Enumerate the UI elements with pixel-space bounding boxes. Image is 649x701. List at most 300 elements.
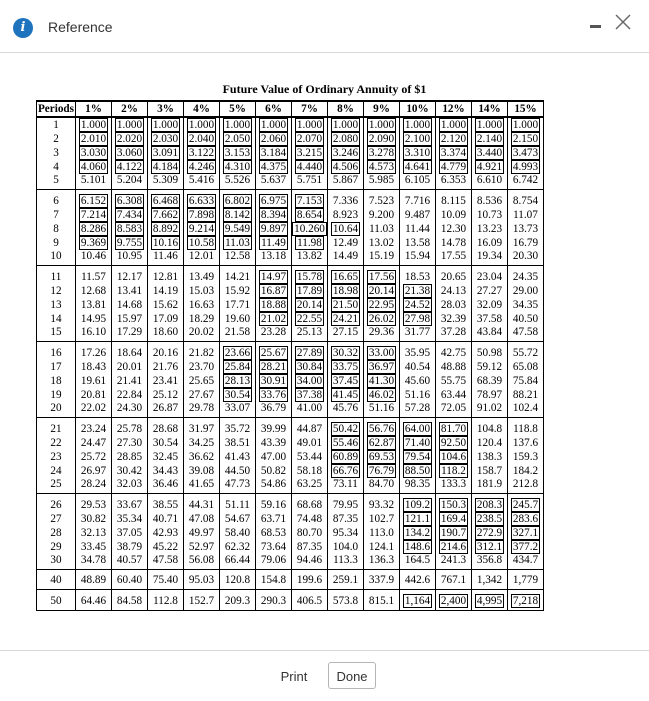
factor-cell: 16.10 — [76, 326, 112, 342]
factor-cell — [328, 436, 364, 450]
period-cell: 19 — [37, 388, 76, 402]
column-header-rate: 7% — [292, 101, 328, 117]
factor-cell — [400, 540, 436, 554]
factor-cell — [256, 190, 292, 209]
factor-cell — [472, 132, 508, 146]
factor-cell — [436, 526, 472, 540]
factor-cell — [148, 222, 184, 236]
factor-value: 30.91 — [260, 375, 287, 387]
factor-value: 1.000 — [332, 119, 359, 131]
factor-cell: 290.3 — [256, 590, 292, 611]
period-cell: 3 — [37, 146, 76, 160]
factor-cell — [328, 374, 364, 388]
factor-cell: 19.61 — [76, 374, 112, 388]
factor-value: 327.1 — [512, 527, 539, 539]
factor-cell — [148, 190, 184, 209]
factor-cell: 45.76 — [328, 402, 364, 418]
factor-cell — [364, 464, 400, 478]
table-row — [37, 570, 544, 590]
factor-cell — [364, 436, 400, 450]
factor-value: 60.89 — [332, 451, 359, 463]
factor-cell: 21.41 — [112, 374, 148, 388]
factor-cell: 137.6 — [508, 436, 544, 450]
factor-cell: 80.70 — [292, 526, 328, 540]
factor-value: 1.000 — [116, 119, 143, 131]
factor-cell: 95.03 — [184, 570, 220, 590]
done-button[interactable]: Done — [328, 662, 376, 689]
factor-value: 4.921 — [476, 161, 503, 173]
factor-value: 21.38 — [404, 285, 431, 297]
factor-value: 11.03 — [225, 237, 250, 249]
factor-cell: 17.29 — [112, 326, 148, 342]
factor-cell — [256, 146, 292, 160]
factor-cell: 55.75 — [436, 374, 472, 388]
factor-cell: 91.02 — [472, 402, 508, 418]
period-cell: 25 — [37, 478, 76, 494]
factor-cell: 23.04 — [472, 266, 508, 285]
factor-cell: 39.08 — [184, 464, 220, 478]
factor-cell: 54.86 — [256, 478, 292, 494]
factor-cell: 49.01 — [292, 436, 328, 450]
table-row — [37, 540, 544, 554]
factor-cell — [220, 360, 256, 374]
print-button[interactable]: Print — [273, 662, 315, 689]
factor-cell: 19.60 — [220, 312, 256, 326]
factor-value: 4.184 — [152, 161, 179, 173]
factor-cell — [328, 160, 364, 174]
table-row — [37, 190, 544, 209]
factor-cell — [256, 160, 292, 174]
factor-cell: 35.34 — [112, 512, 148, 526]
factor-cell: 40.54 — [400, 360, 436, 374]
factor-value: 272.9 — [476, 527, 503, 539]
factor-cell: 6.742 — [508, 174, 544, 190]
factor-cell — [364, 374, 400, 388]
factor-value: 2.020 — [116, 133, 143, 145]
factor-value: 1.000 — [296, 119, 323, 131]
factor-cell: 54.67 — [220, 512, 256, 526]
factor-value: 17.89 — [296, 285, 323, 297]
factor-cell — [472, 540, 508, 554]
factor-value: 26.02 — [368, 313, 395, 325]
factor-cell — [256, 284, 292, 298]
factor-cell — [364, 117, 400, 132]
factor-cell — [256, 132, 292, 146]
factor-cell: 88.21 — [508, 388, 544, 402]
factor-value: 1.000 — [404, 119, 431, 131]
factor-cell: 31.97 — [184, 418, 220, 437]
factor-cell — [400, 464, 436, 478]
factor-value: 4.310 — [224, 161, 251, 173]
factor-cell — [256, 117, 292, 132]
factor-value: 9.549 — [224, 223, 251, 235]
factor-cell: 34.78 — [76, 554, 112, 570]
factor-value: 21.02 — [260, 313, 287, 325]
factor-cell — [436, 418, 472, 437]
factor-cell: 20.65 — [436, 266, 472, 285]
period-cell: 12 — [37, 284, 76, 298]
factor-cell — [256, 360, 292, 374]
factor-value: 27.98 — [404, 313, 431, 325]
factor-cell: 13.58 — [400, 236, 436, 250]
column-header-rate: 8% — [328, 101, 364, 117]
factor-cell — [364, 450, 400, 464]
factor-cell: 31.77 — [400, 326, 436, 342]
factor-cell: 120.4 — [472, 436, 508, 450]
factor-cell — [184, 190, 220, 209]
factor-cell: 44.87 — [292, 418, 328, 437]
factor-cell: 12.58 — [220, 250, 256, 266]
factor-cell — [256, 388, 292, 402]
factor-cell: 24.13 — [436, 284, 472, 298]
factor-cell — [76, 236, 112, 250]
factor-cell: 15.62 — [148, 298, 184, 312]
factor-cell: 63.71 — [256, 512, 292, 526]
factor-cell — [76, 208, 112, 222]
factor-value: 79.54 — [404, 451, 431, 463]
factor-cell: 104.8 — [472, 418, 508, 437]
factor-value: 18.98 — [332, 285, 359, 297]
factor-cell: 102.4 — [508, 402, 544, 418]
close-icon[interactable] — [613, 12, 633, 32]
factor-cell — [400, 526, 436, 540]
column-header-periods: Periods — [37, 101, 76, 117]
factor-cell: 33.67 — [112, 494, 148, 513]
factor-cell — [148, 208, 184, 222]
factor-cell: 39.99 — [256, 418, 292, 437]
factor-cell: 767.1 — [436, 570, 472, 590]
factor-cell — [364, 298, 400, 312]
table-row — [37, 117, 544, 132]
factor-cell: 32.09 — [472, 298, 508, 312]
factor-cell: 27.15 — [328, 326, 364, 342]
factor-value: 24.52 — [404, 299, 431, 311]
factor-cell — [220, 117, 256, 132]
period-cell: 13 — [37, 298, 76, 312]
factor-value: 2.060 — [260, 133, 287, 145]
factor-cell: 18.53 — [400, 266, 436, 285]
factor-value: 7.662 — [152, 209, 179, 221]
factor-cell — [148, 236, 184, 250]
factor-cell: 17.09 — [148, 312, 184, 326]
factor-cell — [184, 208, 220, 222]
period-cell: 4 — [37, 160, 76, 174]
factor-cell: 51.16 — [364, 402, 400, 418]
table-row — [37, 222, 544, 236]
factor-cell: 37.58 — [472, 312, 508, 326]
factor-value: 6.308 — [116, 195, 143, 207]
factor-cell: 159.3 — [508, 450, 544, 464]
factor-value: 22.55 — [296, 313, 323, 325]
factor-cell — [328, 146, 364, 160]
factor-cell — [436, 590, 472, 611]
factor-cell — [220, 160, 256, 174]
factor-value: 109.2 — [404, 499, 431, 511]
factor-value: 7.898 — [188, 209, 215, 221]
factor-value: 2,400 — [440, 595, 467, 607]
factor-cell — [184, 132, 220, 146]
factor-value: 3.122 — [188, 147, 215, 159]
factor-value: 4.122 — [116, 161, 143, 173]
factor-cell: 84.58 — [112, 590, 148, 611]
period-cell: 18 — [37, 374, 76, 388]
factor-cell — [436, 464, 472, 478]
factor-value: 41.45 — [332, 389, 359, 401]
factor-cell: 52.97 — [184, 540, 220, 554]
column-header-rate: 6% — [256, 101, 292, 117]
table-row — [37, 326, 544, 342]
factor-cell: 59.16 — [256, 494, 292, 513]
reference-document — [0, 52, 649, 650]
factor-cell — [436, 494, 472, 513]
period-cell: 11 — [37, 266, 76, 285]
factor-cell: 164.5 — [400, 554, 436, 570]
factor-value: 6.633 — [188, 195, 215, 207]
factor-cell: 66.44 — [220, 554, 256, 570]
factor-value: 2.100 — [404, 133, 431, 145]
factor-cell — [220, 146, 256, 160]
factor-cell: 15.19 — [364, 250, 400, 266]
factor-cell: 38.55 — [148, 494, 184, 513]
factor-value: 214.6 — [440, 541, 467, 553]
factor-value: 56.76 — [368, 423, 395, 435]
factor-cell — [292, 117, 328, 132]
factor-cell: 13.49 — [184, 266, 220, 285]
factor-cell: 6.105 — [400, 174, 436, 190]
factor-cell — [328, 298, 364, 312]
factor-cell: 181.9 — [472, 478, 508, 494]
factor-cell — [148, 146, 184, 160]
factor-cell — [112, 236, 148, 250]
factor-cell — [112, 160, 148, 174]
factor-cell: 138.3 — [472, 450, 508, 464]
factor-cell: 113.0 — [364, 526, 400, 540]
factor-cell — [508, 146, 544, 160]
factor-cell — [400, 494, 436, 513]
factor-value: 71.40 — [404, 437, 431, 449]
table-row — [37, 266, 544, 285]
factor-value: 11.98 — [297, 237, 322, 249]
factor-cell: 45.22 — [148, 540, 184, 554]
factor-cell: 18.60 — [148, 326, 184, 342]
factor-value: 1.000 — [440, 119, 467, 131]
table-row — [37, 160, 544, 174]
dialog-titlebar — [0, 0, 649, 53]
period-cell: 28 — [37, 526, 76, 540]
factor-cell: 112.8 — [148, 590, 184, 611]
period-cell: 21 — [37, 418, 76, 437]
factor-cell: 74.48 — [292, 512, 328, 526]
factor-cell: 63.25 — [292, 478, 328, 494]
factor-cell: 14.19 — [148, 284, 184, 298]
factor-cell — [472, 117, 508, 132]
info-icon: i — [13, 18, 33, 38]
factor-cell: 13.18 — [256, 250, 292, 266]
factor-cell: 24.47 — [76, 436, 112, 450]
factor-cell: 20.30 — [508, 250, 544, 266]
period-cell: 8 — [37, 222, 76, 236]
factor-cell: 23.24 — [76, 418, 112, 437]
factor-value: 7.153 — [296, 195, 323, 207]
factor-cell: 47.58 — [148, 554, 184, 570]
factor-cell: 60.40 — [112, 570, 148, 590]
factor-cell: 11.03 — [364, 222, 400, 236]
table-row — [37, 284, 544, 298]
factor-cell: 68.68 — [292, 494, 328, 513]
factor-cell — [328, 418, 364, 437]
factor-cell — [436, 436, 472, 450]
factor-cell — [436, 512, 472, 526]
table-row — [37, 208, 544, 222]
factor-cell: 23.70 — [184, 360, 220, 374]
factor-cell: 199.6 — [292, 570, 328, 590]
factor-cell — [364, 266, 400, 285]
factor-value: 17.56 — [368, 271, 395, 283]
factor-cell: 9.487 — [400, 208, 436, 222]
factor-cell — [256, 236, 292, 250]
factor-value: 62.87 — [368, 437, 395, 449]
factor-cell: 15.03 — [184, 284, 220, 298]
table-row — [37, 436, 544, 450]
factor-cell: 6.353 — [436, 174, 472, 190]
factor-cell — [220, 190, 256, 209]
factor-cell: 56.08 — [184, 554, 220, 570]
table-row — [37, 250, 544, 266]
factor-value: 10.16 — [152, 237, 179, 249]
factor-cell — [400, 146, 436, 160]
factor-cell: 573.8 — [328, 590, 364, 611]
factor-value: 24.21 — [332, 313, 359, 325]
column-header-rate: 4% — [184, 101, 220, 117]
factor-cell: 47.58 — [508, 326, 544, 342]
factor-cell — [292, 222, 328, 236]
factor-cell: 51.16 — [400, 388, 436, 402]
factor-cell: 18.43 — [76, 360, 112, 374]
factor-cell: 75.40 — [148, 570, 184, 590]
factor-value: 1.000 — [80, 119, 107, 131]
table-header-row — [37, 101, 544, 117]
factor-cell — [112, 208, 148, 222]
factor-value: 34.00 — [296, 375, 323, 387]
factor-cell: 32.39 — [436, 312, 472, 326]
factor-cell: 15.94 — [400, 250, 436, 266]
table-row — [37, 298, 544, 312]
factor-cell: 12.30 — [436, 222, 472, 236]
factor-cell — [328, 132, 364, 146]
factor-cell — [328, 360, 364, 374]
factor-cell: 79.06 — [256, 554, 292, 570]
factor-cell — [292, 388, 328, 402]
factor-cell — [472, 146, 508, 160]
period-cell: 27 — [37, 512, 76, 526]
factor-value: 27.89 — [296, 347, 323, 359]
factor-value: 18.88 — [260, 299, 287, 311]
factor-cell — [400, 312, 436, 326]
factor-cell — [400, 450, 436, 464]
factor-value: 46.02 — [368, 389, 395, 401]
factor-cell: 29.53 — [76, 494, 112, 513]
factor-cell — [364, 160, 400, 174]
factor-value: 33.75 — [332, 361, 359, 373]
factor-cell: 68.39 — [472, 374, 508, 388]
factor-value: 9.214 — [188, 223, 215, 235]
factor-cell — [400, 132, 436, 146]
table-row — [37, 146, 544, 160]
factor-cell: 35.95 — [400, 342, 436, 361]
factor-cell: 16.09 — [472, 236, 508, 250]
factor-cell: 5.101 — [76, 174, 112, 190]
factor-cell: 20.81 — [76, 388, 112, 402]
factor-cell — [508, 494, 544, 513]
factor-cell: 73.64 — [256, 540, 292, 554]
factor-cell: 40.57 — [112, 554, 148, 570]
period-cell: 1 — [37, 117, 76, 132]
factor-cell — [184, 236, 220, 250]
factor-value: 3.473 — [512, 147, 539, 159]
factor-cell — [400, 117, 436, 132]
table-row — [37, 312, 544, 326]
factor-cell: 1,342 — [472, 570, 508, 590]
factor-cell: 62.32 — [220, 540, 256, 554]
factor-value: 104.6 — [440, 451, 467, 463]
factor-cell — [112, 117, 148, 132]
factor-cell: 5.637 — [256, 174, 292, 190]
factor-cell: 72.05 — [436, 402, 472, 418]
factor-cell: 79.95 — [328, 494, 364, 513]
factor-cell: 48.89 — [76, 570, 112, 590]
factor-cell: 8.923 — [328, 208, 364, 222]
factor-cell: 30.82 — [76, 512, 112, 526]
factor-cell — [76, 132, 112, 146]
factor-cell: 21.82 — [184, 342, 220, 361]
factor-cell: 26.87 — [148, 402, 184, 418]
factor-cell: 63.44 — [436, 388, 472, 402]
factor-cell: 20.16 — [148, 342, 184, 361]
factor-value: 36.97 — [368, 361, 395, 373]
factor-cell: 58.40 — [220, 526, 256, 540]
factor-value: 312.1 — [476, 541, 503, 553]
factor-cell — [328, 117, 364, 132]
future-value-annuity-table — [36, 100, 544, 611]
factor-cell: 13.41 — [112, 284, 148, 298]
factor-value: 9.369 — [80, 237, 107, 249]
factor-cell: 28.03 — [436, 298, 472, 312]
minimize-icon[interactable] — [590, 25, 601, 28]
table-caption: Future Value of Ordinary Annuity of $1 — [222, 82, 427, 96]
factor-cell: 209.3 — [220, 590, 256, 611]
factor-cell: 5.867 — [328, 174, 364, 190]
factor-cell: 41.65 — [184, 478, 220, 494]
factor-value: 8.142 — [224, 209, 251, 221]
column-header-rate: 14% — [472, 101, 508, 117]
factor-cell: 12.17 — [112, 266, 148, 285]
factor-value: 10.64 — [332, 223, 359, 235]
factor-cell — [256, 374, 292, 388]
factor-cell: 68.53 — [256, 526, 292, 540]
column-header-rate: 10% — [400, 101, 436, 117]
factor-value: 4.440 — [296, 161, 323, 173]
factor-value: 92.50 — [440, 437, 467, 449]
factor-cell — [328, 312, 364, 326]
factor-cell: 33.07 — [220, 402, 256, 418]
factor-cell: 25.78 — [112, 418, 148, 437]
factor-cell: 58.18 — [292, 464, 328, 478]
period-cell: 7 — [37, 208, 76, 222]
factor-value: 64.00 — [404, 423, 431, 435]
factor-cell: 8.115 — [436, 190, 472, 209]
factor-cell: 815.1 — [364, 590, 400, 611]
factor-cell — [400, 590, 436, 611]
